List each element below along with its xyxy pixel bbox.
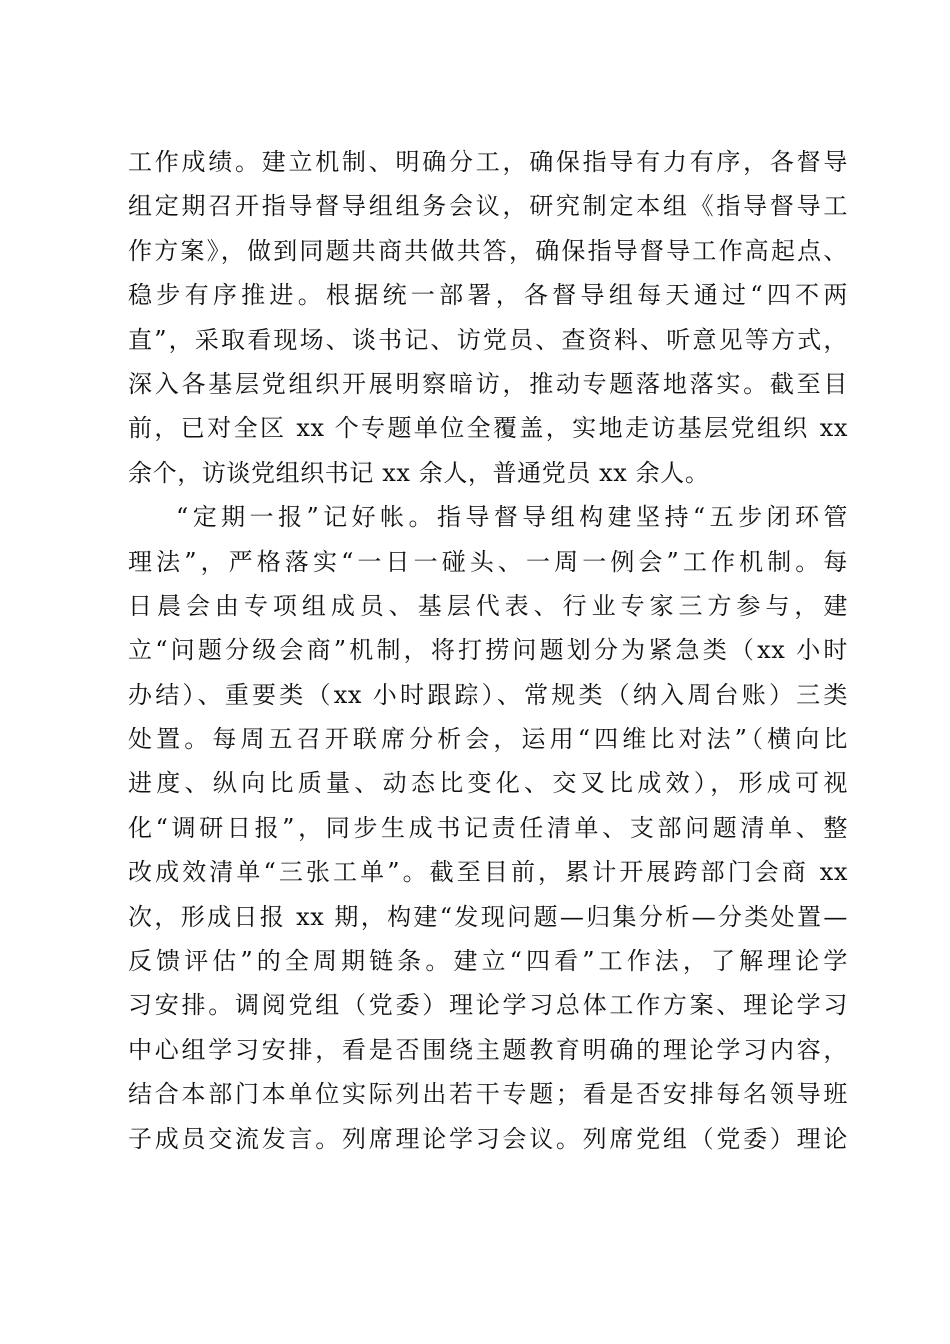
text-line: 日晨会由专项组成员、基层代表、行业专家三方参与，建 <box>128 591 848 620</box>
text-line: 作方案》，做到同题共商共做共答，确保指导督导工作高起点、 <box>128 236 848 265</box>
text-line: 办结）、重要类（xx 小时跟踪）、常规类（纳入周台账）三类 <box>128 680 848 709</box>
text-line: 反馈评估”的全周期链条。建立“四看”工作法，了解理论学 <box>128 947 848 976</box>
text-line: 化“调研日报”，同步生成书记责任清单、支部问题清单、整 <box>128 813 848 842</box>
text-line: 工作成绩。建立机制、明确分工，确保指导有力有序，各督导 <box>128 148 848 176</box>
text-line: 立“问题分级会商”机制，将打捞问题划分为紧急类（xx 小时 <box>128 636 848 665</box>
text-line: 改成效清单“三张工单”。截至目前，累计开展跨部门会商 xx <box>128 858 848 887</box>
text-line: 前，已对全区 xx 个专题单位全覆盖，实地走访基层党组织 xx <box>128 414 848 443</box>
text-line: 直”，采取看现场、谈书记、访党员、查资料、听意见等方式， <box>128 325 848 354</box>
text-line: 深入各基层党组织开展明察暗访，推动专题落地落实。截至目 <box>128 369 848 398</box>
text-line: 组定期召开指导督导组组务会议，研究制定本组《指导督导工 <box>128 192 848 221</box>
text-line: 处置。每周五召开联席分析会，运用“四维比对法”（横向比 <box>128 725 848 754</box>
text-line: 习安排。调阅党组（党委）理论学习总体工作方案、理论学习 <box>128 991 848 1020</box>
text-line: 稳步有序推进。根据统一部署，各督导组每天通过“四不两 <box>128 281 848 310</box>
body-text <box>128 140 848 1161</box>
text-line: 结合本部门本单位实际列出若干专题；看是否安排每名领导班 <box>128 1080 848 1109</box>
text-line: 中心组学习安排，看是否围绕主题教育明确的理论学习内容， <box>128 1035 848 1064</box>
text-line: 次，形成日报 xx 期，构建“发现问题—归集分析—分类处置— <box>128 902 848 931</box>
text-line: 理法”，严格落实“一日一碰头、一周一例会”工作机制。每 <box>128 547 848 576</box>
text-line: 子成员交流发言。列席理论学习会议。列席党组（党委）理论 <box>128 1124 848 1153</box>
text-line: “定期一报”记好帐。指导督导组构建坚持“五步闭环管 <box>176 503 848 532</box>
text-line: 余个，访谈党组织书记 xx 余人，普通党员 xx 余人。 <box>128 458 710 487</box>
text-line: 进度、纵向比质量、动态比变化、交叉比成效），形成可视 <box>128 769 848 798</box>
